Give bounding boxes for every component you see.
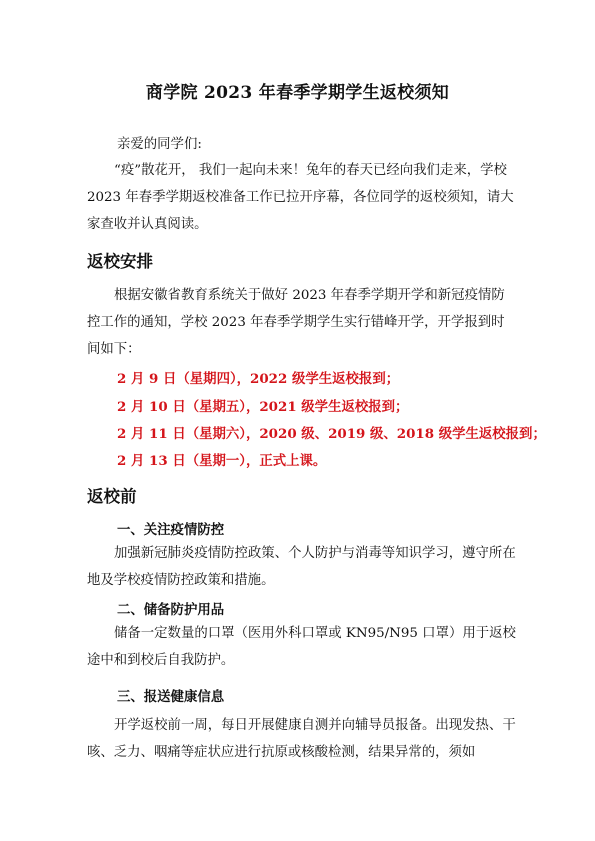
subheading-health-info: 三、报送健康信息: [117, 690, 225, 705]
paragraph-protective-supplies: 储备一定数量的口罩（医用外科口罩或 KN95/N95 口罩）用于返校途中和到校后自我防护。: [87, 626, 516, 668]
intro-paragraph: “疫”散花开， 我们一起向未来！兔年的春天已经向我们走来，学校 2023 年春季学期返校准备工作已拉开序幕，各位同学的返校须知，请大家查收并认真阅读。: [87, 163, 514, 232]
return-arrangement-paragraph: 根据安徽省教育系统关于做好 2023 年春季学期开学和新冠疫情防控工作的通知，学校 2023 年春季学期学生实行错峰开学，开学报到时间如下：: [87, 288, 505, 357]
section-heading-return-arrangement: 返校安排: [87, 252, 153, 271]
document-title: 商学院 2023 年春季学期学生返校须知: [145, 83, 450, 103]
schedule-item: 2 月 11 日（星期六），2020 级、2019 级、2018 级学生返校报到；: [117, 426, 546, 442]
greeting: 亲爱的同学们:: [117, 137, 202, 152]
schedule-item: 2 月 13 日（星期一），正式上课。: [117, 453, 327, 469]
schedule-item: 2 月 9 日（星期四），2022 级学生返校报到；: [117, 371, 400, 387]
paragraph-epidemic-control: 加强新冠肺炎疫情防控政策、个人防护与消毒等知识学习，遵守所在地及学校疫情防控政策和措施。: [87, 546, 516, 588]
paragraph-health-info: 开学返校前一周，每日开展健康自测并向辅导员报备。出现发热、干咳、乏力、咽痛等症状应进行抗原或核酸检测，结果异常的，须如: [87, 718, 516, 760]
schedule-item: 2 月 10 日（星期五），2021 级学生返校报到；: [117, 399, 409, 415]
section-heading-before-return: 返校前: [87, 487, 137, 506]
subheading-epidemic-control: 一、关注疫情防控: [117, 523, 225, 538]
subheading-protective-supplies: 二、储备防护用品: [117, 603, 225, 618]
